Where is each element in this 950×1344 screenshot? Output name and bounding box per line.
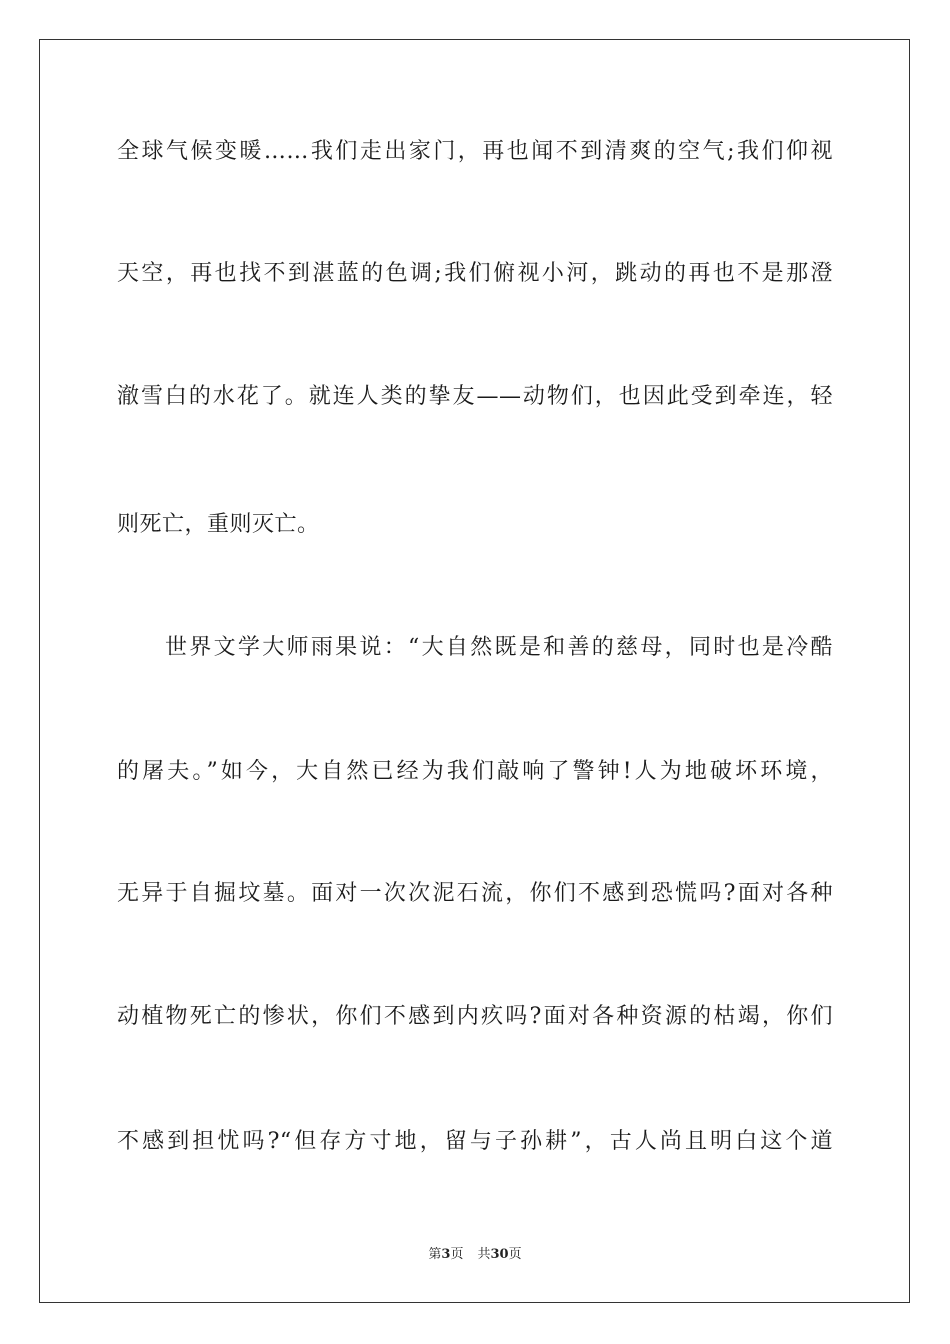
text-line-2: 天空，再也找不到湛蓝的色调;我们俯视小河，跳动的再也不是那澄 xyxy=(117,261,833,286)
text-line-9: 不感到担忧吗?“但存方寸地，留与子孙耕”，古人尚且明白这个道 xyxy=(117,1129,833,1154)
text-line-4: 则死亡，重则灭亡。 xyxy=(117,512,320,537)
page-border xyxy=(39,39,910,1303)
total-suffix: 页 xyxy=(508,1247,522,1262)
text-line-8: 动植物死亡的惨状，你们不感到内疚吗?面对各种资源的枯竭，你们 xyxy=(117,1004,833,1029)
text-line-3: 澈雪白的水花了。就连人类的挚友——动物们，也因此受到牵连，轻 xyxy=(117,384,833,409)
page-footer xyxy=(0,1247,950,1263)
text-line-6: 的屠夫。”如今，大自然已经为我们敲响了警钟!人为地破坏环境， xyxy=(117,759,833,784)
text-line-7: 无异于自掘坟墓。面对一次次泥石流，你们不感到恐慌吗?面对各种 xyxy=(117,881,833,906)
total-pages: 30 xyxy=(490,1247,509,1262)
page-number: 3 xyxy=(441,1247,451,1262)
text-line-5: 世界文学大师雨果说：“大自然既是和善的慈母，同时也是冷酷 xyxy=(165,635,833,660)
text-line-1: 全球气候变暖……我们走出家门，再也闻不到清爽的空气;我们仰视 xyxy=(117,139,833,164)
page-suffix: 页 xyxy=(450,1247,464,1262)
total-prefix: 共 xyxy=(477,1247,491,1262)
page-prefix: 第 xyxy=(428,1247,442,1262)
